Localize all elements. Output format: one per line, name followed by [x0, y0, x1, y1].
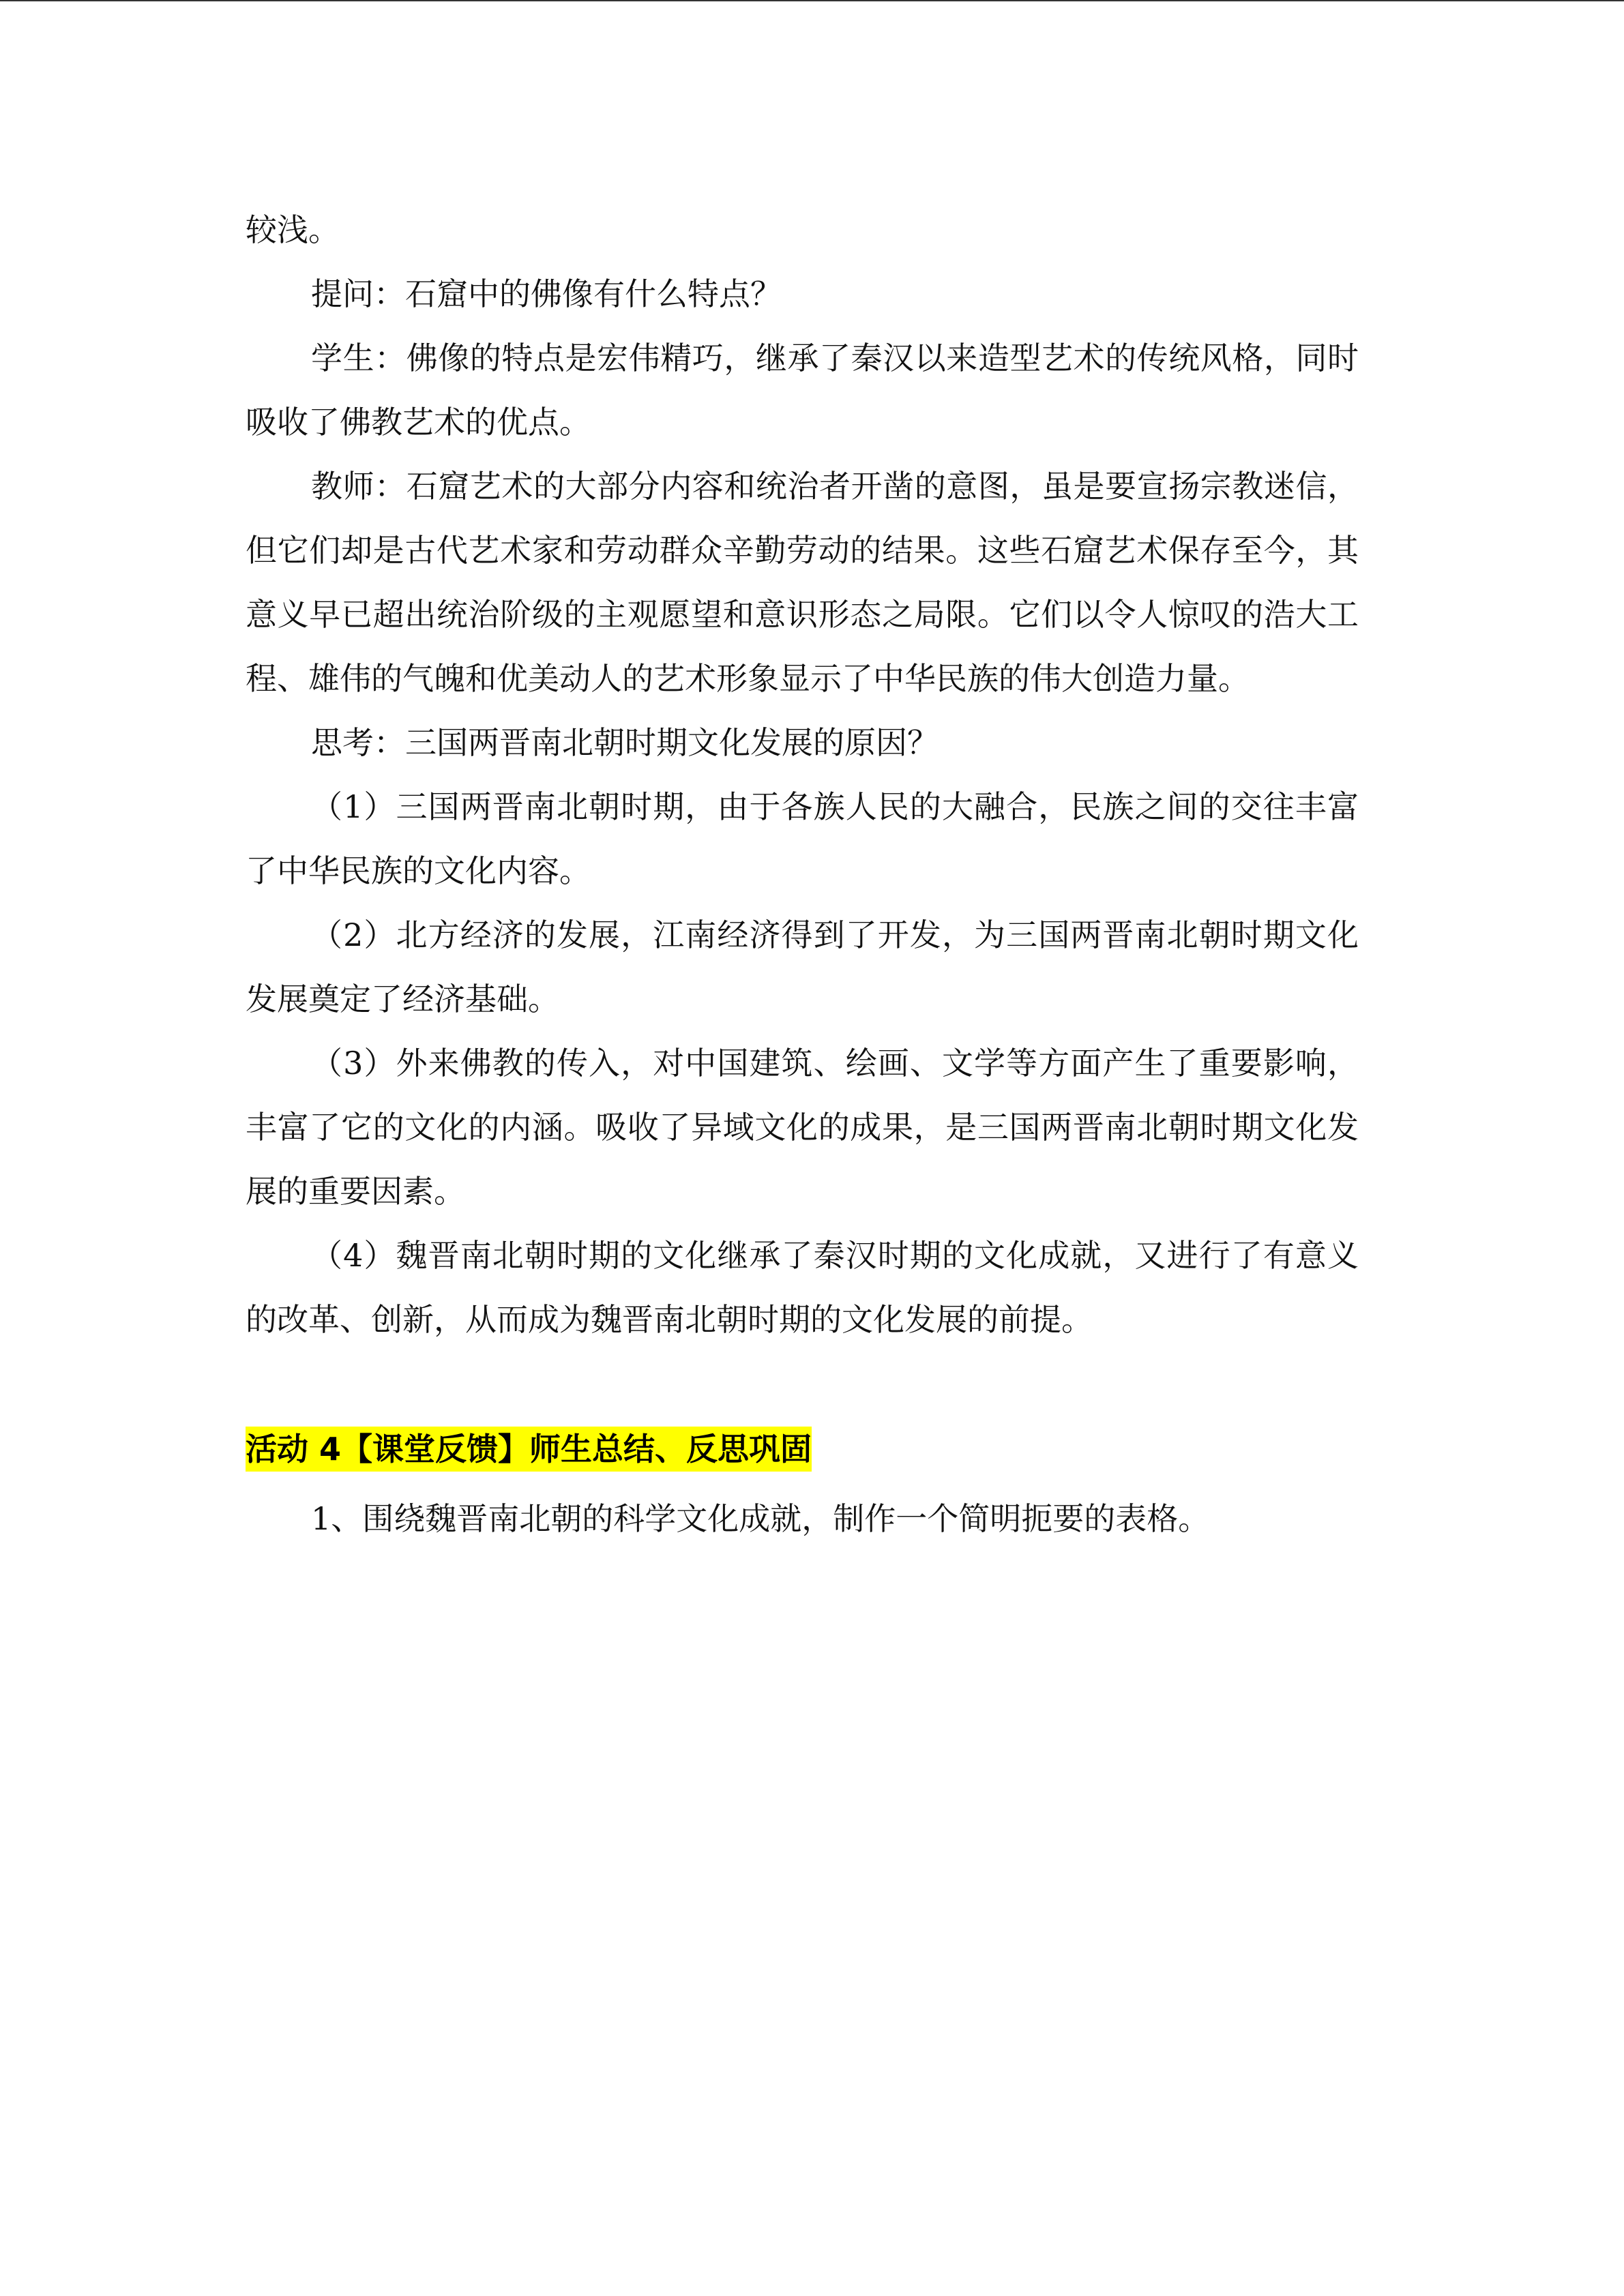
paragraph-student-answer: 学生：佛像的特点是宏伟精巧，继承了秦汉以来造型艺术的传统风格，同时吸收了佛教艺术的优点。	[246, 340, 1359, 441]
paragraph-task-1: 1、围绕魏晋南北朝的科学文化成就，制作一个简明扼要的表格。	[311, 1500, 1210, 1537]
section-spacer	[246, 1352, 1359, 1417]
paragraph-reason-1: （1）三国两晋南北朝时期，由于各族人民的大融合，民族之间的交往丰富了中华民族的文化内容。	[246, 788, 1359, 889]
activity-heading-highlight: 活动 4【课堂反馈】师生总结、反思巩固	[246, 1427, 812, 1472]
activity-heading	[246, 1417, 1359, 1481]
paragraph-teacher-comment: 教师：石窟艺术的大部分内容和统治者开凿的意图，虽是要宣扬宗教迷信，但它们却是古代艺术家和劳动群众辛勤劳动的结果。这些石窟艺术保存至今，其意义早已超出统治阶级的主观愿望和意识形态之局限。它们以令人惊叹的浩大工程、雄伟的气魄和优美动人的艺术形象显示了中华民族的伟大创造力量。	[246, 468, 1359, 697]
paragraph-continuation: 较浅。	[246, 211, 340, 248]
paragraph-reason-3: （3）外来佛教的传入，对中国建筑、绘画、文学等方面产生了重要影响，丰富了它的文化的内涵。吸收了异域文化的成果，是三国两晋南北朝时期文化发展的重要因素。	[246, 1045, 1359, 1210]
paragraph-reason-2: （2）北方经济的发展，江南经济得到了开发，为三国两晋南北朝时期文化发展奠定了经济基础。	[246, 916, 1359, 1017]
paragraph-think-question: 思考：三国两晋南北朝时期文化发展的原因？	[311, 724, 939, 761]
document-body	[246, 198, 1359, 1551]
paragraph-reason-4: （4）魏晋南北朝时期的文化继承了秦汉时期的文化成就，又进行了有意义的改革、创新，从而成为魏晋南北朝时期的文化发展的前提。	[246, 1237, 1359, 1338]
paragraph-question: 提问：石窟中的佛像有什么特点？	[311, 275, 782, 312]
